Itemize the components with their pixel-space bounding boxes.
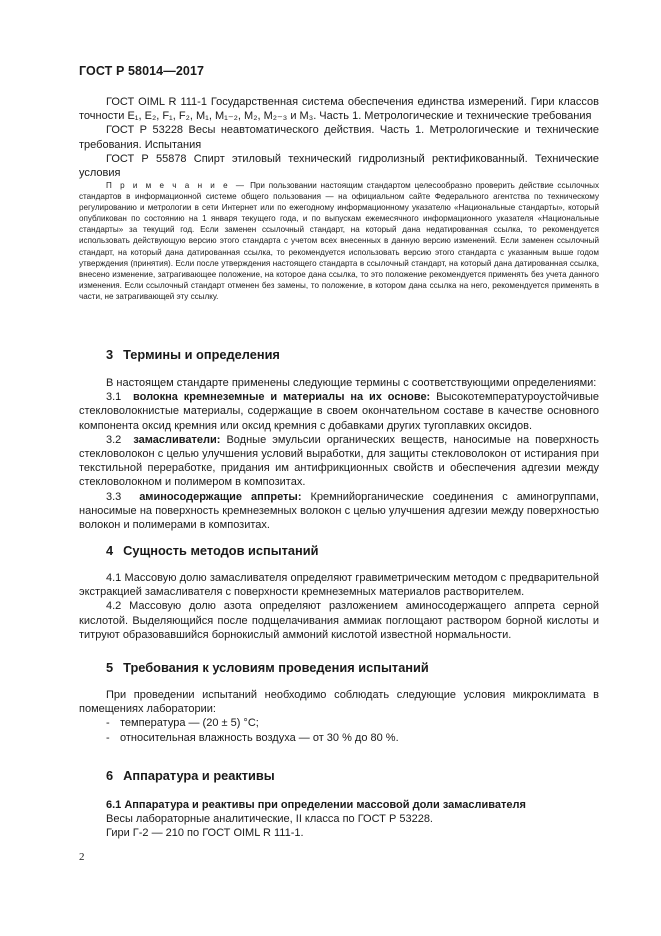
reference-item: ГОСТ OIML R 111-1 Государственная система обеспечения единства измерений. Гири классов точности E₁, E₂, F₁, F₂, M₁, M₁₋₂, M₂, M₂₋₃ и M₃. Часть 1. Метрологические и технические требования: [79, 96, 599, 123]
section-5-body: [79, 688, 599, 745]
normative-references: [79, 95, 599, 180]
term-text: Высокотемпературоустойчивые стекловолокнистые материалы, содержащие в своем окончательном составе в качестве основного компонента оксид кремния или оксид кремния с добавками других тугоплавких оксидов.: [79, 391, 600, 432]
term-number: 3.2: [106, 433, 122, 446]
term-number: 3.1: [106, 391, 122, 404]
document-header: ГОСТ Р 58014—2017: [79, 64, 205, 78]
list-item: [79, 716, 599, 730]
subsection-title-text: 6.1 Аппаратура и реактивы при определении массовой доли замасливателя: [106, 799, 526, 811]
section-3-heading: [106, 347, 280, 362]
list-dash: -: [106, 731, 110, 744]
section-title: Сущность методов испытаний: [123, 543, 319, 558]
section-number: 5: [106, 660, 114, 675]
paragraph: При проведении испытаний необходимо соблюдать следующие условия микроклимата в помещениях лаборатории:: [79, 689, 599, 716]
section-title: Аппаратура и реактивы: [123, 768, 275, 783]
paragraph: 4.1 Массовую долю замасливателя определяют гравиметрическим методом с предварительной экстракцией замасливателя с поверхности кремнеземных материалов растворителем.: [79, 572, 599, 599]
term-text: Кремнийорганические соединения с аминогруппами, наносимые на поверхность кремнеземных волокон с целью улучшения адгезии между поверхностью волокон и полимерами в композитах.: [79, 490, 599, 532]
section-title: Термины и определения: [123, 347, 280, 362]
list-item-text: температура — (20 ± 5) °C;: [120, 717, 259, 730]
term-definition: [79, 433, 599, 490]
page-number: 2: [79, 851, 85, 863]
term-name: волокна кремнеземные и материалы на их основе:: [133, 391, 431, 404]
reference-item: ГОСТ Р 55878 Спирт этиловый технический гидролизный ректификованный. Технические условия: [79, 152, 599, 180]
subsection-title: [79, 798, 599, 812]
section-6-heading: [106, 768, 275, 783]
reference-note: [79, 180, 599, 302]
note-label: П р и м е ч а н и е —: [106, 181, 247, 190]
list-dash: -: [106, 717, 110, 730]
section-3-body: [79, 376, 599, 532]
term-definition: [79, 490, 599, 533]
term-name: замасливатели:: [133, 433, 221, 446]
paragraph: Весы лабораторные аналитические, II класса по ГОСТ Р 53228.: [106, 813, 433, 826]
term-text: Водные эмульсии органических веществ, наносимые на поверхность стекловолокон с целью улучшения условий выработки, для защиты стекловолокон от истирания при текстильной переработке, придания им антифрикционных свойств и обеспечения адгезии между стекловолокном и полимером в композитах.: [79, 433, 599, 489]
section-title: Требования к условиям проведения испытаний: [123, 660, 429, 675]
term-name: аминосодержащие аппреты:: [139, 490, 302, 503]
paragraph: 4.2 Массовую долю азота определяют разложением аминосодержащего аппрета серной кислотой. Выделяющийся после подщелачивания аммиак поглощают раствором борной кислоты и титруют образовавшийся борнокислый аммоний кислотой известной нормальности.: [79, 600, 599, 641]
note-text: При пользовании настоящим стандартом целесообразно проверить действие ссылочных стандартов в информационной системе общего пользования — на официальном сайте Федерального агентства по техническому регулированию и метрологии в сети Интернет или по ежегодному информационному указателю «Национальные стандарты», который опубликован по состоянию на 1 января текущего года, и по выпускам ежемесячного информационного указателя «Национальные стандарты» за текущий год. Если заменен ссылочный стандарт, на который дана недатированная ссылка, то рекомендуется использовать действующую версию этого стандарта с учетом всех внесенных в данную версию изменений. Если заменен ссылочный стандарт, на который дана датированная ссылка, то рекомендуется использовать версию этого стандарта с указанным выше годом утверждения (принятия). Если после утверждения настоящего стандарта в ссылочный стандарт, на который дана датированная ссылка, внесено изменение, затрагивающее положение, на которое дана ссылка, то это положение рекомендуется применять без учета данного изменения. Если ссылочный стандарт отменен без замены, то положение, в котором дана ссылка на него, рекомендуется применять в части, не затрагивающей эту ссылку.: [79, 181, 600, 301]
section-6-body: [79, 798, 599, 841]
term-definition: [79, 390, 599, 433]
term-number: 3.3: [106, 490, 122, 503]
section-4-body: [79, 571, 599, 642]
paragraph: Гири Г-2 — 210 по ГОСТ OIML R 111-1.: [106, 827, 304, 840]
list-item: [79, 731, 599, 745]
section-intro: В настоящем стандарте применены следующие термины с соответствующими определениями:: [106, 377, 597, 389]
reference-item: ГОСТ Р 53228 Весы неавтоматического действия. Часть 1. Метрологические и технические требования. Испытания: [79, 124, 599, 151]
section-4-heading: [106, 543, 318, 558]
list-item-text: относительная влажность воздуха — от 30 % до 80 %.: [120, 731, 399, 744]
section-number: 4: [106, 543, 114, 558]
section-number: 6: [106, 768, 114, 783]
section-5-heading: [106, 660, 429, 675]
section-number: 3: [106, 347, 114, 362]
